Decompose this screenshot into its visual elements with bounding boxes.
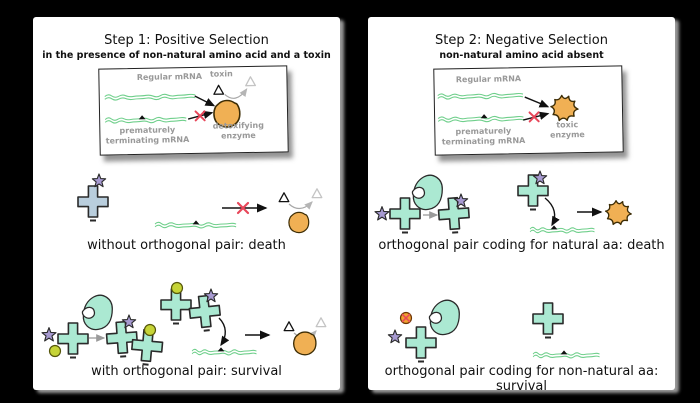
stop-codon-mark	[139, 115, 146, 119]
orthogonal-trna-icon	[58, 323, 88, 358]
detox-arc-arrow	[289, 202, 312, 209]
detoxifying-enzyme-icon	[294, 332, 316, 355]
label-line: terminating mRNA	[105, 135, 190, 146]
toxin-triangle-icon	[214, 85, 224, 94]
translation-arrow-icon	[525, 97, 548, 107]
inset-box-negative	[433, 65, 623, 155]
synthetase-icon	[412, 175, 442, 209]
detoxified-triangle-icon	[246, 77, 256, 86]
stop-codon-mark	[218, 347, 225, 351]
panel-positive-selection	[33, 17, 340, 390]
without-pair-caption: without orthogonal pair: death	[87, 238, 286, 253]
label-line: toxic	[556, 120, 579, 130]
label-line: enzyme	[220, 130, 256, 141]
premature-mrna-label	[441, 126, 525, 147]
toxin-triangle-icon	[279, 193, 289, 202]
stop-codon-mark	[551, 225, 558, 229]
step1-title: Step 1: Positive Selection	[104, 33, 269, 48]
translation-arrow-icon	[195, 96, 214, 106]
stop-codon-mark	[481, 114, 488, 118]
translation-arrow-icon	[219, 318, 225, 345]
red-x-icon	[196, 111, 205, 120]
toxin-triangle-icon	[284, 322, 294, 331]
mrna-icon	[438, 92, 523, 99]
detox-arc-arrow	[225, 89, 247, 98]
step1-subtitle: in the presence of non-natural amino acid and a toxin	[42, 50, 331, 61]
synthetase-icon	[82, 295, 112, 329]
toxic-enzyme-label	[545, 120, 589, 141]
mrna-icon	[530, 227, 594, 233]
detoxifying-enzyme-icon	[289, 212, 309, 232]
amino-acid-circle-icon	[50, 346, 61, 357]
charged-trna-icon	[438, 197, 470, 234]
amino-acid-circle-icon	[172, 283, 183, 294]
stop-codon-mark	[193, 220, 200, 224]
label-line: terminating mRNA	[441, 136, 526, 147]
uncharged-trna-icon	[533, 303, 563, 338]
toxin-label: toxin	[209, 69, 233, 79]
with-pair-caption: with orthogonal pair: survival	[91, 364, 282, 379]
detoxified-triangle-icon	[316, 318, 326, 327]
toxic-enzyme-icon	[551, 95, 578, 120]
amino-acid-star-icon	[92, 174, 105, 187]
inset-box-positive	[98, 65, 288, 155]
label-line: enzyme	[549, 130, 585, 140]
natural-aa-caption: orthogonal pair coding for natural aa: death	[378, 238, 665, 253]
amino-acid-star-icon	[375, 207, 389, 220]
panel-negative-selection	[368, 17, 675, 394]
charged-trna-icon	[188, 295, 221, 332]
mrna-icon	[192, 349, 256, 355]
mrna-icon	[105, 116, 186, 123]
orthogonal-trna-icon	[406, 327, 436, 362]
mrna-icon	[438, 115, 523, 122]
premature-mrna-label	[100, 125, 194, 147]
mrna-icon	[105, 93, 196, 100]
synthetase-icon	[429, 300, 459, 334]
step2-subtitle: non-natural amino acid absent	[439, 50, 604, 61]
label-line: detoxifying	[212, 120, 264, 131]
label-line: prematurely	[455, 126, 512, 137]
label-line: prematurely	[119, 125, 176, 136]
charged-trna-icon	[161, 289, 191, 324]
detoxified-triangle-icon	[312, 189, 322, 198]
translation-arrow-icon	[545, 198, 555, 225]
detoxifying-enzyme-label	[212, 121, 264, 142]
amino-acid-circle-icon	[145, 325, 156, 336]
endogenous-trna-icon	[78, 186, 108, 221]
regular-mrna-label: Regular mRNA	[455, 74, 522, 85]
amino-acid-star-icon	[388, 330, 401, 343]
nonnatural-aa-caption: orthogonal pair coding for non-natural aa: survival	[384, 364, 659, 394]
step2-title: Step 2: Negative Selection	[435, 33, 608, 48]
stop-codon-mark	[561, 350, 568, 354]
regular-mrna-label: Regular mRNA	[136, 71, 203, 82]
toxic-enzyme-icon	[606, 201, 632, 225]
amino-acid-star-icon	[42, 328, 56, 341]
